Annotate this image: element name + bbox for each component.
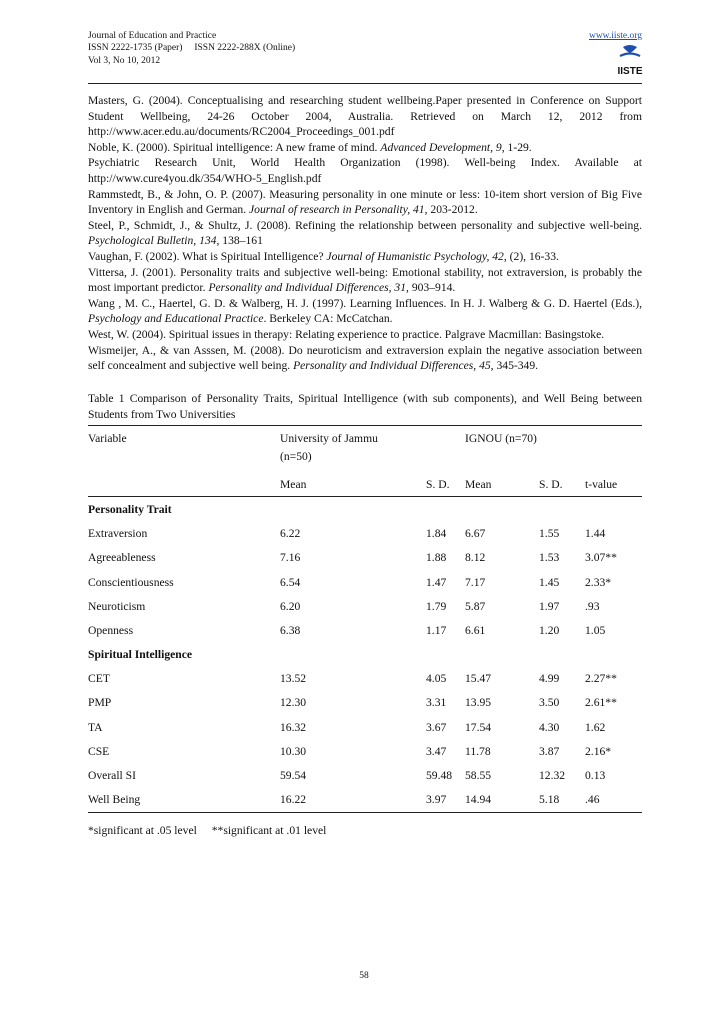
sd2-cell: 1.45 — [539, 575, 560, 589]
sd1-cell: 3.47 — [426, 744, 447, 758]
mean1-cell: 6.54 — [280, 575, 301, 589]
mean1-cell: 6.20 — [280, 599, 301, 613]
issn-line: ISSN 2222-1735 (Paper) ISSN 2222-288X (Online) — [88, 43, 296, 54]
reference-entry — [88, 296, 642, 327]
t-value-cell: 0.13 — [585, 769, 606, 783]
logo-wordmark: IISTE — [617, 66, 643, 77]
reference-source: Personality and Individual Differences, 45, — [293, 359, 494, 373]
mean2-cell: 8.12 — [465, 551, 486, 565]
mean2-cell: 14.94 — [465, 788, 539, 813]
sd2-cell: 1.53 — [539, 551, 560, 565]
table-row — [88, 667, 642, 691]
header-sd1: S. D. — [426, 472, 465, 497]
sd1-cell: 3.97 — [426, 788, 465, 813]
sd1-cell: 1.47 — [426, 575, 447, 589]
reference-text: Psychiatric Research Unit, World Health Organization (1998). Well-being Index. Available at http://www.cure4you.dk/354/WHO-5_English.pdf — [88, 156, 642, 185]
reference-entry — [88, 249, 642, 265]
reference-entry — [88, 343, 642, 374]
reference-text: , 203-2012. — [424, 203, 478, 217]
sd2-cell: 3.50 — [539, 696, 560, 710]
mean1-cell: 6.22 — [280, 527, 301, 541]
t-value-cell: .93 — [585, 599, 600, 613]
header-sd2: S. D. — [539, 472, 585, 497]
table-subheader-row — [88, 450, 642, 472]
table-row — [88, 691, 642, 715]
table-row — [88, 618, 642, 642]
table-row — [88, 570, 642, 594]
journal-header — [88, 30, 642, 67]
reference-text: Masters, G. (2004). Conceptualising and researching student wellbeing.Paper presented in Conference on Support Student Wellbeing, 24-26 October 2004, Australia. Retrieved on March 12, 2012 from http://www.acer.edu.au/documents/RC2004_Proceedings_001.pdf — [88, 94, 642, 139]
variable-cell: Overall SI — [88, 769, 136, 783]
mean2-cell: 58.55 — [465, 769, 492, 783]
table-row — [88, 739, 642, 763]
page-number: 58 — [359, 971, 369, 981]
mean2-cell: 5.87 — [465, 599, 486, 613]
reference-source: Personality and Individual Differences, 31, — [208, 281, 409, 295]
section-title: Spiritual Intelligence — [88, 648, 193, 662]
sd1-cell: 59.48 — [426, 769, 453, 783]
reference-text: Vittersa, J. (2001). Personality traits and subjective well-being: Emotional stability, not extraversion, is probably the most important predictor. — [88, 265, 642, 295]
note-01: **significant at .01 level — [211, 824, 327, 837]
sd1-cell: 1.17 — [426, 623, 447, 637]
table-row — [88, 594, 642, 618]
header-mean1: Mean — [280, 472, 426, 497]
section-title: Personality Trait — [88, 502, 172, 516]
sd2-cell: 4.99 — [539, 672, 560, 686]
t-value-cell: 2.27** — [585, 672, 617, 686]
variable-cell: Agreeableness — [88, 551, 156, 565]
reference-text: Wismeijer, A., & van Asssen, M. (2008). Do neuroticism and extraversion explain the negative association between self concealment and subjective well being. — [88, 343, 642, 373]
variable-cell: Well Being — [88, 788, 280, 813]
variable-cell: TA — [88, 720, 103, 734]
header-group1: University of Jammu — [280, 426, 465, 451]
mean1-cell: 6.38 — [280, 623, 301, 637]
table-row — [88, 763, 642, 787]
header-group2: IGNOU (n=70) — [465, 426, 642, 451]
reference-source: Journal of research in Personality, 41 — [249, 203, 425, 217]
mean2-cell: 13.95 — [465, 696, 492, 710]
iiste-logo — [617, 44, 643, 80]
volume-line: Vol 3, No 10, 2012 — [88, 55, 161, 66]
mean2-cell: 17.54 — [465, 720, 492, 734]
results-table — [88, 425, 642, 813]
variable-cell: Extraversion — [88, 527, 148, 541]
variable-cell: Openness — [88, 623, 134, 637]
mean2-cell: 6.67 — [465, 527, 486, 541]
mean2-cell: 15.47 — [465, 672, 492, 686]
t-value-cell: 1.05 — [585, 623, 606, 637]
reference-entry — [88, 327, 642, 343]
reference-text: Rammstedt, B., & John, O. P. (2007). Measuring personality in one minute or less: 10-item short version of Big Five Inventory in English and German. — [88, 187, 642, 217]
journal-url-link[interactable]: www.iiste.org — [588, 31, 642, 41]
table-header-row — [88, 426, 642, 451]
t-value-cell: .46 — [585, 788, 642, 813]
variable-cell: CSE — [88, 744, 110, 758]
sd2-cell: 12.32 — [539, 769, 566, 783]
reference-text: Wang , M. C., Haertel, G. D. & Walberg, H. J. (1997). Learning Influences. In H. J. Walberg & G. D. Haertel (Eds.), — [88, 296, 642, 310]
mean1-cell: 13.52 — [280, 672, 307, 686]
reference-text: 903–914. — [408, 281, 456, 295]
reference-source: Journal of Humanistic Psychology, 42 — [326, 249, 504, 263]
variable-cell: Conscientiousness — [88, 575, 174, 589]
variable-cell: PMP — [88, 696, 112, 710]
note-05: *significant at .05 level — [88, 824, 197, 837]
journal-name: Journal of Education and Practice — [88, 31, 217, 41]
reference-text: , 138–161 — [216, 234, 263, 248]
mean1-cell: 10.30 — [280, 744, 307, 758]
t-value-cell: 3.07** — [585, 551, 617, 565]
mean2-cell: 7.17 — [465, 575, 486, 589]
reference-text: Noble, K. (2000). Spiritual intelligence: A new frame of mind. — [88, 140, 381, 154]
sd1-cell: 3.31 — [426, 696, 447, 710]
sd2-cell: 5.18 — [539, 788, 585, 813]
t-value-cell: 1.62 — [585, 720, 606, 734]
sd2-cell: 1.97 — [539, 599, 560, 613]
sd2-cell: 4.30 — [539, 720, 560, 734]
reference-entry — [88, 265, 642, 296]
section-row — [88, 643, 642, 667]
table-row — [88, 715, 642, 739]
header-group1-n: (n=50) — [280, 450, 312, 464]
t-value-cell: 2.61** — [585, 696, 617, 710]
t-value-cell: 2.33* — [585, 575, 612, 589]
reference-source: Psychological Bulletin, 134 — [88, 234, 217, 248]
sd2-cell: 1.55 — [539, 527, 560, 541]
reference-source: Advanced Development, 9 — [380, 140, 502, 154]
mean2-cell: 11.78 — [465, 744, 491, 758]
reference-entry — [88, 155, 642, 186]
variable-cell: CET — [88, 672, 110, 686]
reference-entry — [88, 140, 642, 156]
mean1-cell: 12.30 — [280, 696, 307, 710]
sd1-cell: 1.88 — [426, 551, 447, 565]
reference-text: . Berkeley CA: McCatchan. — [263, 312, 393, 326]
sd1-cell: 4.05 — [426, 672, 447, 686]
table-notes — [88, 824, 326, 837]
section-row — [88, 497, 642, 522]
header-variable: Variable — [88, 426, 280, 451]
reference-entry — [88, 93, 642, 140]
t-value-cell: 1.44 — [585, 527, 606, 541]
reference-text: West, W. (2004). Spiritual issues in therapy: Relating experience to practice. Palgrave Macmillan: Basingstoke. — [88, 327, 605, 341]
mean1-cell: 16.32 — [280, 720, 307, 734]
sd1-cell: 3.67 — [426, 720, 447, 734]
reference-source: Psychology and Educational Practice — [88, 312, 264, 326]
sd1-cell: 1.79 — [426, 599, 447, 613]
reference-text: 345-349. — [493, 359, 539, 373]
mean2-cell: 6.61 — [465, 623, 486, 637]
sd2-cell: 1.20 — [539, 623, 560, 637]
table-column-header-row — [88, 472, 642, 497]
table-row — [88, 788, 642, 813]
table-row — [88, 546, 642, 570]
mean1-cell: 59.54 — [280, 769, 307, 783]
table-row — [88, 522, 642, 546]
reference-entry — [88, 218, 642, 249]
sd1-cell: 1.84 — [426, 527, 447, 541]
reference-text: Steel, P., Schmidt, J., & Shultz, J. (2008). Refining the relationship between personality and subjective well-being. — [88, 218, 642, 232]
header-t: t-value — [585, 472, 642, 497]
header-divider — [88, 83, 642, 84]
reference-entry — [88, 187, 642, 218]
reference-text: , (2), 16-33. — [503, 249, 559, 263]
table-caption: Table 1 Comparison of Personality Traits, Spiritual Intelligence (with sub components), and Well Being between Students from Two Universities — [88, 392, 642, 421]
t-value-cell: 2.16* — [585, 744, 612, 758]
header-mean2: Mean — [465, 472, 539, 497]
references-list — [88, 93, 642, 374]
reference-text: Vaughan, F. (2002). What is Spiritual Intelligence? — [88, 249, 327, 263]
reference-text: , 1-29. — [501, 140, 532, 154]
sd2-cell: 3.87 — [539, 744, 560, 758]
mean1-cell: 16.22 — [280, 788, 426, 813]
variable-cell: Neuroticism — [88, 599, 146, 613]
mean1-cell: 7.16 — [280, 551, 301, 565]
